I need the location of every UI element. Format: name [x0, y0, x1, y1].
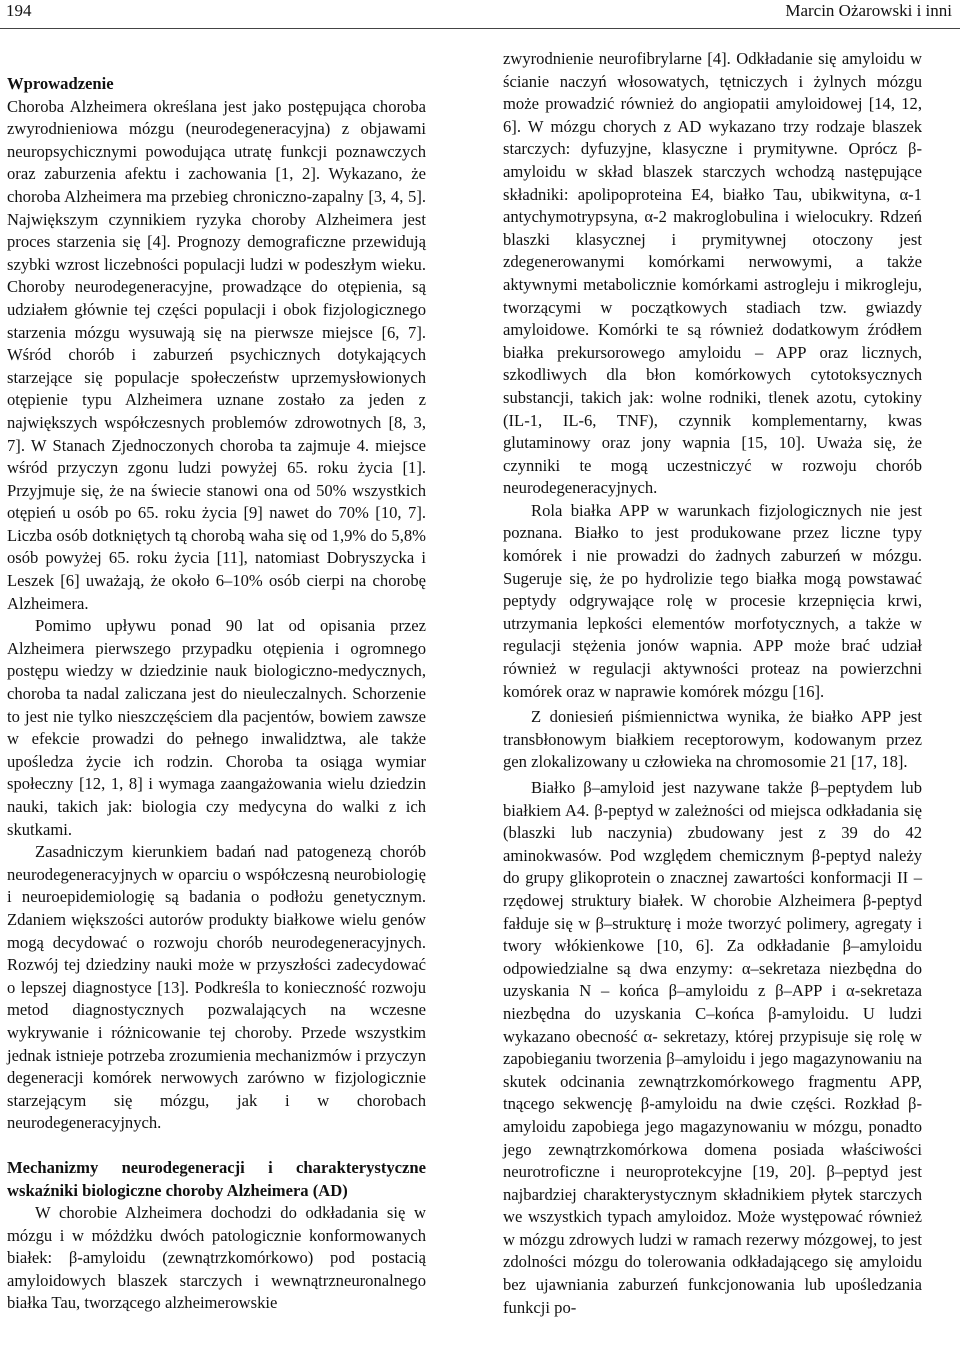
paragraph: zwyrodnienie neurofibrylarne [4]. Odkładanie się amyloidu w ścianie naczyń włosowatych, tętniczych i żylnych mózgu może prowadzić również do angiopatii amyloidowej [14, 12, 6]. W mózgu chorych z AD wykazano trzy rodzaje blaszek starczych: dyfuzyjne, klasyczne i prymitywne. Oprócz β-amyloidu w skład blaszek starczych wchodzą następujące składniki: apolipoproteina E4, białko Tau, ubikwityna, α-1 antychymotrypsyna, α-2 makroglobulina i wielocukry. Rdzeń blaszki klasycznej i prymitywnej otoczony jest zdegenerowanymi komórkami nerwowymi, a także aktywnymi metabolicznie komórkami astrogleju i mikrogleju, tworzącymi w początkowych stadiach tzw. gwiazdy amyloidowe. Komórki te są również dodatkowym źródłem białka prekursorowego amyloidu – APP oraz licznych, szkodliwych dla błon komórkowych cytotoksycznych substancji, takich jak: wolne rodniki, tlenek azotu, cytokiny (IL-1, IL-6, TNF), czynnik komplementarny, kwas glutaminowy oraz jony wapnia [15, 10]. Uważa się, że czynniki te mogą uczestniczyć w rozwoju chorób neurodegeneracyjnych.	[503, 49, 922, 498]
page-number: 194	[6, 1, 32, 20]
paragraph: Białko β–amyloid jest nazywane także β–peptydem lub białkiem A4. β-peptyd w zależności od miejsca odkładania się (blaszki lub naczynia) zbudowany jest z 39 do 42 aminokwasów. Pod względem chemicznym β-peptyd należy do grupy glikoprotein o znacznej zawartości konformacji II – rzędowej struktury białek. W chorobie Alzheimera β-peptyd fałduje się w β–strukturę i może tworzyć polimery, agregaty i twory włókienkowe [10, 6]. Za odkładanie β–amyloidu odpowiedzialne są dwa enzymy: α–sekretaza niezbędna do uzyskania N – końca β–amyloidu z β–APP i α-sekretaza niezbędna do uzyskania C–końca β-amyloidu. U ludzi wykazano obecność α- sekretazy, której przypisuje się rolę w zapobieganiu tworzenia β–amyloidu i jego magazynowaniu na skutek odcinania zewnątrzkomórkowego fragmentu APP, tnącego sekwencję β-amyloidu na dwie części. Rozkład β-amyloidu zapobiega jego magazynowaniu w mózgu, ponadto jego zewnątrzkomórkowa domena posiada właściwości neurotroficzne i neuroprotekcyjne [19, 20]. β–peptyd jest najbardziej charakterystycznym składnikiem płytek starczych we wszystkich typach amyloidoz. Może występować również w mózgu zdrowych ludzi w ramach rezerwy mózgowej, to jest zdolności mózgu do tolerowania odkładającego się amyloidu bez ujawniania zaburzeń funkcjonowania lub upośledzania funkcji po-	[503, 778, 922, 1317]
section-heading: Mechanizmy neurodegeneracji i charakterystyczne wskaźniki biologiczne choroby Alzheimera (AD)	[7, 1157, 426, 1200]
paragraph: Choroba Alzheimera określana jest jako postępująca choroba zwyrodnieniowa mózgu (neurodegeneracyjna) z objawami neuropsychicznymi powodująca utratę funkcji poznawczych oraz zaburzenia afektu i zachowania [1, 2]. Wykazano, że choroba Alzheimera ma przebieg chroniczno-zapalny [3, 4, 5]. Największym czynnikiem ryzyka choroby Alzheimera jest proces starzenia się [4]. Prognozy demograficzne przewidują szybki wzrost liczebności populacji ludzi w podeszłym wieku. Choroby neurodegeneracyjne, prowadzące do otępienia, są udziałem głównie tej części populacji i obok fizjologicznego starzenia mózgu wysuwają się na pierwsze miejsce [6, 7]. Wśród chorób i zaburzeń psychicznych dotykających starzejące się populacje społeczeństw uprzemysłowionych otępienie typu Alzheimera uznane zostało za jeden z największych współczesnych problemów zdrowotnych [8, 3, 7]. W Stanach Zjednoczonych choroba ta zajmuje 4. miejsce wśród przyczyn zgonu ludzi powyżej 65. roku życia [1]. Przyjmuje się, że na świecie stanowi ona od 50% wszystkich otępień u osób po 65. roku życia [9] nawet do 70% [10, 7]. Liczba osób dotkniętych tą chorobą waha się od 1,9% do 5,8% osób powyżej 65. roku życia [11], natomiast Dobryszycka i Leszek [6] uważają, że około 6–10% osób cierpi na chorobę Alzheimera.	[7, 96, 426, 613]
paragraph: Z doniesień piśmiennictwa wynika, że białko APP jest transbłonowym białkiem receptorowym, kodowanym przez gen zlokalizowany u człowieka na chromosomie 21 [17, 18].	[503, 707, 922, 772]
paragraph: Rola białka APP w warunkach fizjologicznych nie jest poznana. Białko to jest produkowane przez liczne typy komórek i nie prowadzi do żadnych zaburzeń w mózgu. Sugeruje się, że po hydrolizie tego białka mogą powstawać peptydy odgrywające rolę w procesie krzepnięcia krwi, utrzymania lepkości elementów morfotycznych, a także w regulacji stężenia jonów wapnia. APP może brać udział również w regulacji aktywności proteaz na powierzchni komórek oraz w naprawie komórek mózgu [16].	[503, 500, 922, 701]
left-column	[7, 73, 426, 1315]
paragraph: Zasadniczym kierunkiem badań nad patogenezą chorób neurodegeneracyjnych w oparciu o współczesną neurobiologię i neuroepidemiologię są badania o podłożu genetycznym. Zdaniem większości autorów produkty białkowe wielu genów mogą decydować o rozwoju chorób neurodegeneracyjnych. Rozwój tej dziedziny nauki może w przyszłości zadecydować o lepszej diagnostyce [13]. Podkreśla to konieczność rozwoju metod diagnostycznych pozwalających na wczesne wykrywanie i różnicowanie tej choroby. Przede wszystkim jednak istnieje potrzeba zrozumienia mechanizmów i przyczyn degeneracji komórek nerwowych zarówno w fizjologicznie starzejącym się mózgu, jak i w chorobach neurodegeneracyjnych.	[7, 842, 426, 1133]
page-header	[0, 0, 960, 29]
paragraph: Pomimo upływu ponad 90 lat od opisania przez Alzheimera pierwszego przypadku otępienia i ogromnego postępu wiedzy w dziedzinie nauk biologiczno-medycznych, choroba ta nadal zaliczana jest do nieuleczalnych. Schorzenie to jest nie tylko nieszczęściem dla pacjentów, bowiem zawsze w efekcie prowadzi do pełnego inwalidztwa, ale także upośledza życie ich rodzin. Choroba ta osiąga wymiar społeczny [12, 1, 8] i wymaga zaangażowania wielu dziedzin nauki, takich jak: biologia czy medycyna do walki z ich skutkami.	[7, 616, 426, 839]
paragraph: W chorobie Alzheimera dochodzi do odkładania się w mózgu i w móżdżku dwóch patologicznie konformowanych białek: β-amyloidu (zewnątrzkomórkowo) pod postacią amyloidowych blaszek starczych i wewnątrzneuronalnego białka Tau, tworzącego alzheimerowskie	[7, 1203, 426, 1313]
intro-heading: Wprowadzenie	[7, 74, 114, 93]
running-head: Marcin Ożarowski i inni	[785, 1, 952, 20]
right-column	[503, 48, 922, 1319]
